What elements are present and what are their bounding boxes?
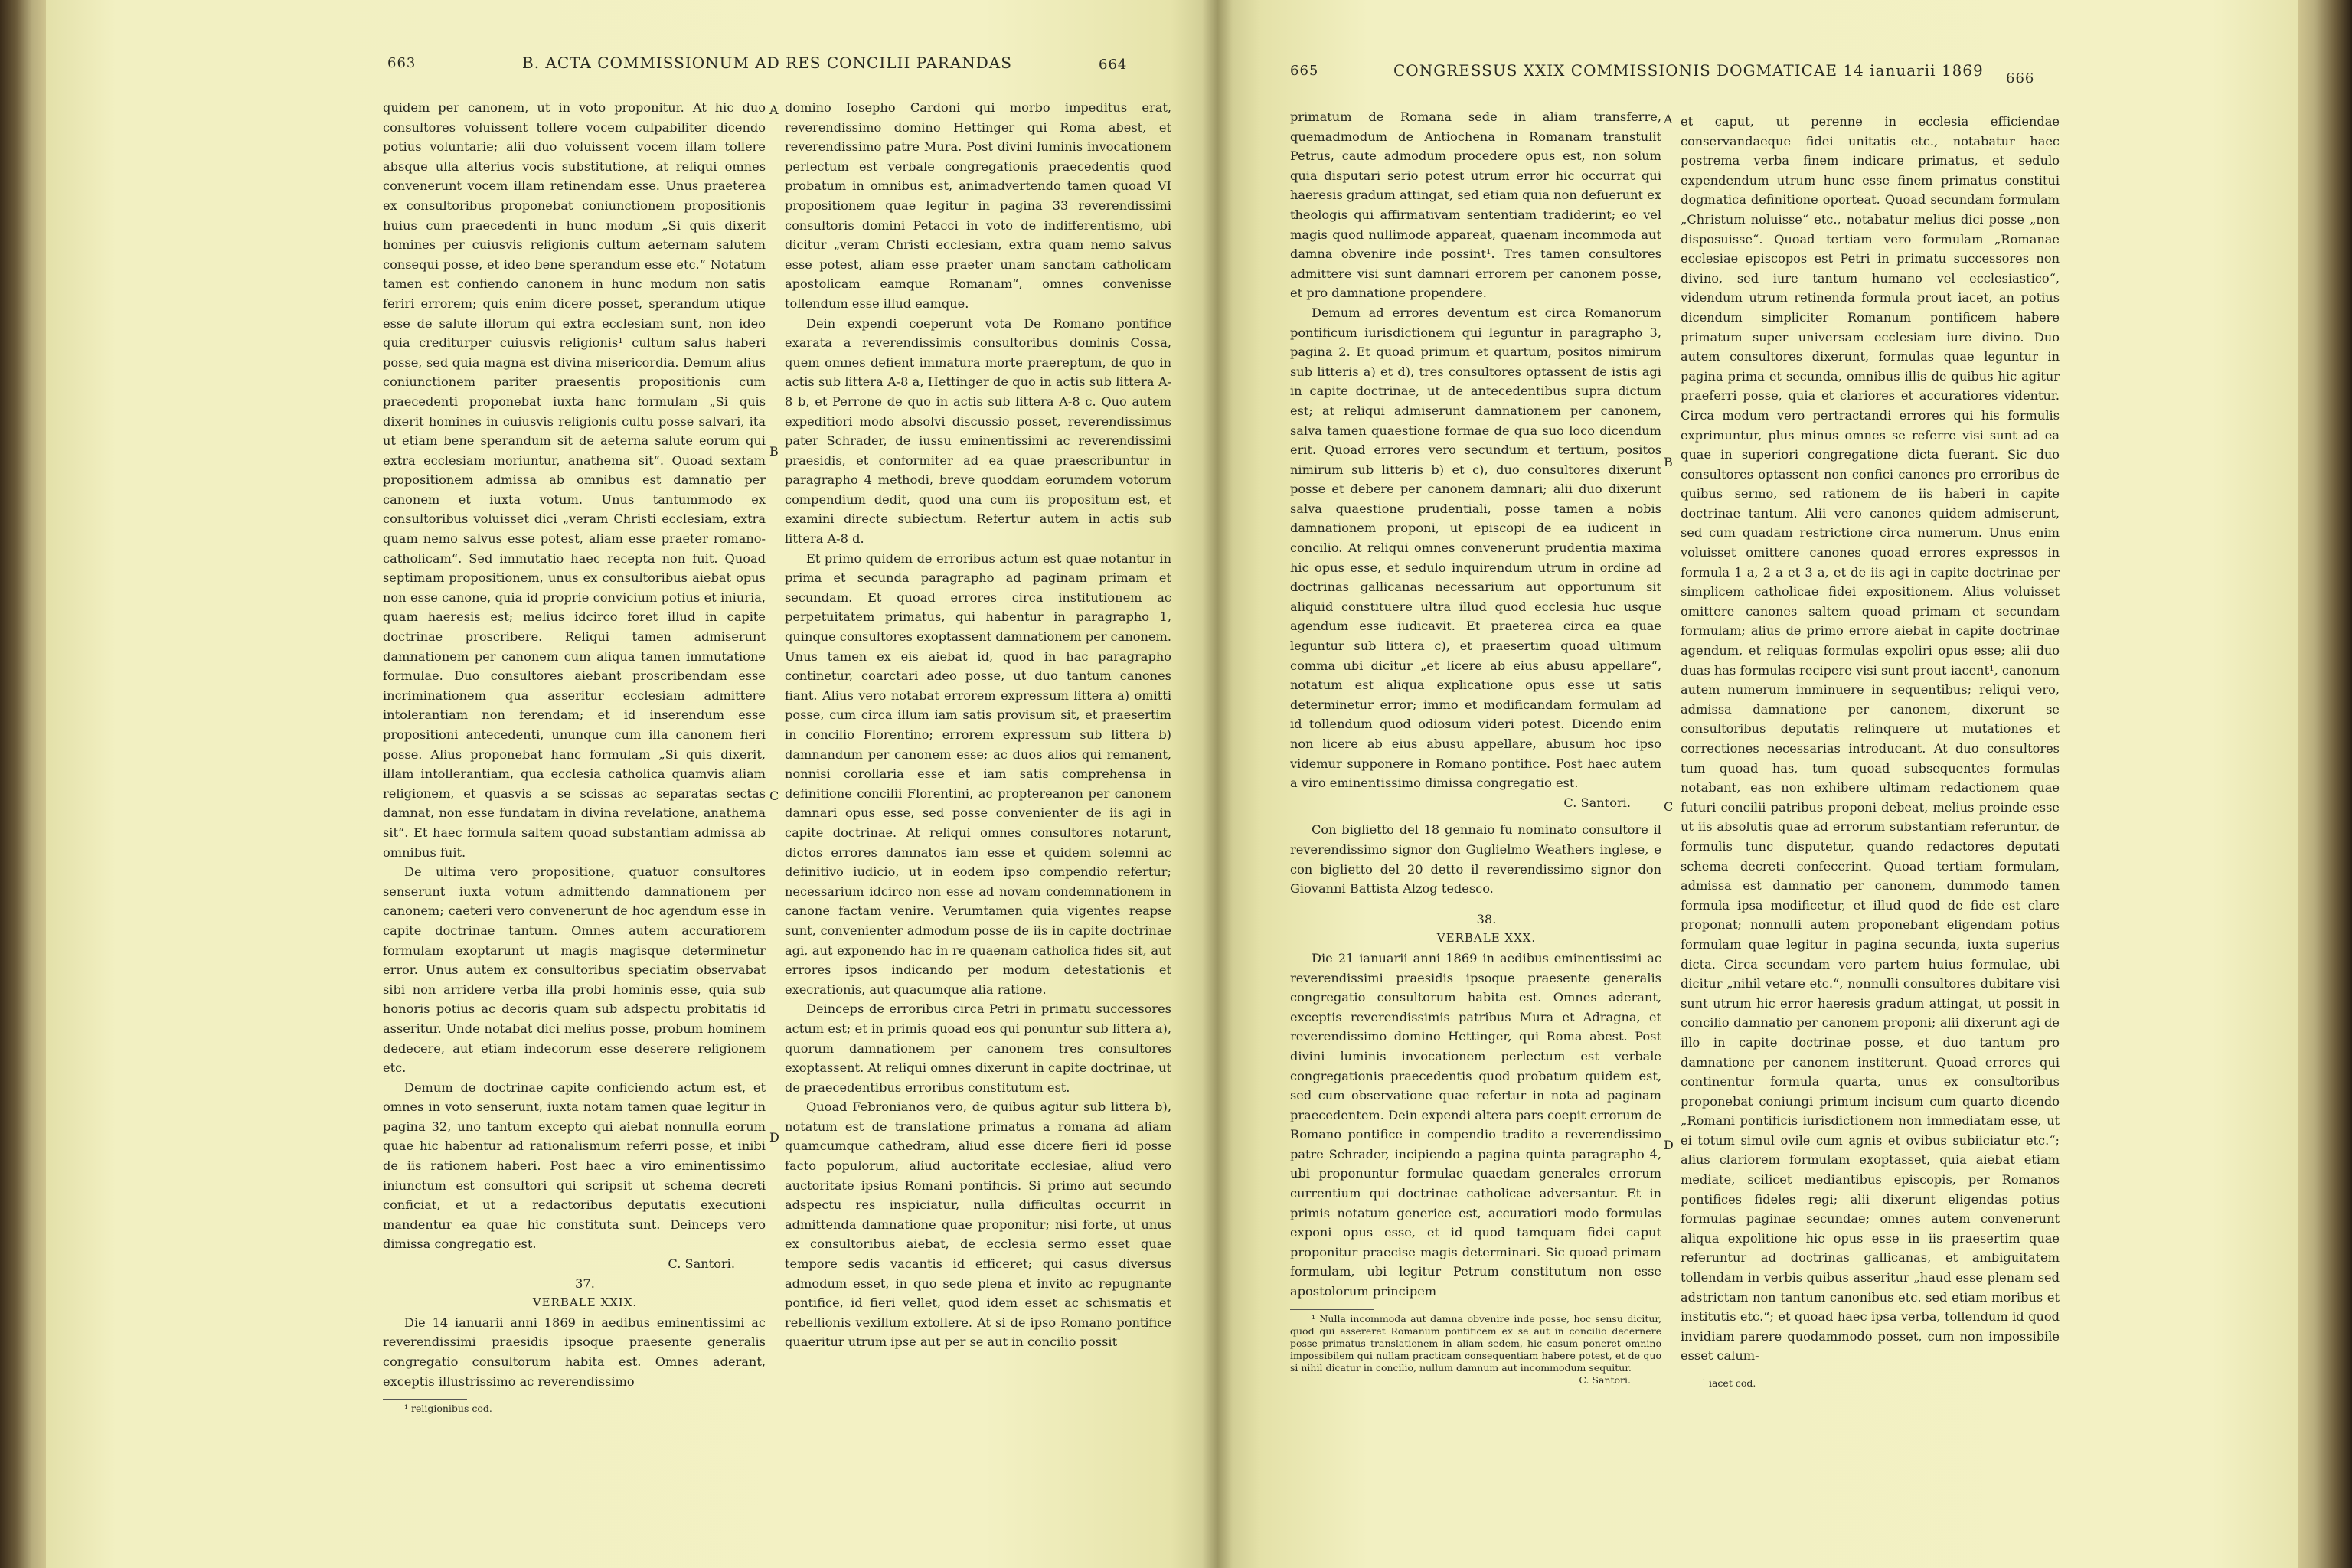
section-number: 37.	[575, 1276, 595, 1291]
margin-marker-d: D	[1664, 1138, 1674, 1152]
paragraph: Die 14 ianuarii anni 1869 in aedibus eminentissimi ac reverendissimi praesidis ipsoque praesente generalis congregatio consultorum habita est. Omnes aderant, exceptis illustrissimo ac reverendissimo	[383, 1315, 766, 1389]
running-head-left: B. ACTA COMMISSIONUM AD RES CONCILII PARANDAS	[522, 54, 1012, 72]
left-column-2	[785, 98, 1171, 1507]
footnote: ¹ iacet cod.	[1702, 1377, 1756, 1389]
section-title: VERBALE XXX.	[1436, 931, 1537, 946]
margin-marker-c: C	[769, 789, 779, 803]
left-column-1	[383, 98, 766, 1507]
footnote: ¹ religionibus cod.	[404, 1403, 492, 1415]
signature: C. Santori.	[668, 1256, 735, 1272]
paragraph: primatum de Romana sede in aliam transferre, quemadmodum de Antiochena in Romanam transtulit Petrus, caute admodum procedere opus est, non solum quia disputari serio potest utrum error hic occurrat qui haeresis gradum attingat, sed etiam quia non defuerunt ex theologis qui affirmativam sententiam tradiderint; eo vel magis quod nullimode appareat, quaenam incommoda aut damna obvenire inde possint¹. Tres tamen consultores admittere visi sunt damnari errorem per canonem posse, et pro damnatione propendere.	[1290, 109, 1661, 301]
margin-marker-c: C	[1664, 799, 1674, 814]
footnote-rule	[1290, 1309, 1374, 1310]
section-title: VERBALE XXIX.	[532, 1295, 638, 1310]
page-number-666: 666	[2006, 70, 2035, 87]
paragraph: Dein expendi coeperunt vota De Romano pontifice exarata a reverendissimis consultoribus dominis Cossa, quem omnes defient immatura morte praereptum, de quo in actis sub littera A-8 a, Hettinger de quo in actis sub littera A-8 b, et Perrone de quo in actis sub littera A-8 c. Quo autem expeditiori modo absolvi discussio posset, reverendissimus pater Schrader, de iussu eminentissimi ac reverendissimi praesidis, et conformiter ad ea quae praescribuntur in paragrapho 4 methodi, breve quoddam eorumdem votorum compendium dedit, quod una cum iis propositum est, et examini directe subiectum. Refertur autem in actis sub littera A-8 d.	[785, 315, 1171, 547]
margin-marker-d: D	[769, 1130, 779, 1145]
paragraph: Deinceps de erroribus circa Petri in primatu successores actum est; et in primis quoad eos qui ponuntur sub littera a), quorum damnationem per canonem tres consultores exoptassent. At reliqui omnes dixerunt in capite doctrinae, ut de praecedentibus erroribus constitutum est.	[785, 1001, 1171, 1095]
paragraph: Quoad Febronianos vero, de quibus agitur sub littera b), notatum est de translatione primatus a romana ad aliam quamcumque cathedram, aliud esse dicere fieri id posse facto populorum, aliud auctoritate ecclesiae, aliud vero auctoritate ipsius Romani pontificis. Si primo aut secundo adspectu res inspiciatur, nulla difficultas occurrit in admittenda damnatione quae proponitur; nisi forte, ut unus ex consultoribus aiebat, de ecclesia sermo esset quae tempore sedis vacantis id efficeret; qui casus diversus admodum esset, in quo sede plena et invito ac repugnante pontifice, id fieri vellet, quod idem esset ac schismatis et rebellionis vexillum extollere. At si de ipso Romano pontifice quaeritur utrum ipse aut per se aut in concilio possit	[785, 1099, 1171, 1350]
left-page-header	[46, 0, 1217, 73]
section-number: 38.	[1476, 911, 1497, 926]
margin-marker-b: B	[1664, 455, 1673, 469]
paragraph: Demum de doctrinae capite conficiendo actum est, et omnes in voto senserunt, iuxta notam tamen quae legitur in pagina 32, uno tantum excepto qui aiebat nonnulla eorum quae hic habentur ad rationalismum referri posse, et inibi de iis rationem haberi. Post haec a viro eminentissimo iniunctum est consultori qui scripsit ut schema decreti conficiat, et ut a redactoribus deputatis executioni mandentur ea quae hic constituta sunt. Deinceps vero dimissa congregatio est.	[383, 1080, 766, 1252]
right-page-stack	[2298, 0, 2352, 1568]
page-number-663: 663	[387, 55, 416, 71]
right-column-1	[1290, 107, 1661, 1485]
signature: C. Santori.	[1563, 795, 1631, 810]
page-number-665: 665	[1290, 63, 1319, 79]
right-column-2	[1681, 112, 2060, 1490]
paragraph: Demum ad errores deventum est circa Romanorum pontificum iurisdictionem qui leguntur in paragrapho 3, pagina 2. Et quoad primum et quartum, positos nimirum sub litteris a) et d), tres consultores optassent de istis agi in capite doctrinae, ut de antecedentibus supra dictum est; at reliqui admiserunt damnationem per canonem, salva tamen quaestione formae de qua suo loco dicendum erit. Quoad errores vero secundum et tertium, positos nimirum sub litteris b) et c), duo consultores dixerunt posse et debere per canonem damnari; alii duo dixerunt salva quaestione prudentiali, posse tamen a nobis damnationem proponi, ut episcopi de ea iudicent in concilio. At reliqui omnes convenerunt prudentia maxima hic opus esse, et sedulo inquirendum utrum in ordine ad doctrinas gallicanas necessarium aut opportunum sit aliquid constituere ultra illud quod ecclesia huc usque agendum esse iudicavit. Et praeterea circa ea quae leguntur sub littera c), et praesertim quoad ultimum comma ubi dicitur „et licere ab eius abusu appellare“, notatum est aliqua explicatione opus esse ut satis determinetur error; immo et modificandam formulam ad id tollendum quod odiosum videri potest. Dicendo enim non licere ab eius abusu appellare, abusum hoc ipso videmur supponere in Romano pontifice. Post haec autem a viro eminentissimo dimissa congregatio est.	[1290, 305, 1661, 791]
right-page-header	[1217, 0, 2298, 87]
footnote-signature: C. Santori.	[1579, 1374, 1631, 1386]
paragraph: domino Iosepho Cardoni qui morbo impeditus erat, reverendissimo domino Hettinger qui Roma abest, et reverendissimo patre Mura. Post divini luminis invocationem perlectum est verbale congregationis praecedentis quod probatum in omnibus est, animadvertendo tamen quoad VI propositionem quae legitur in pagina 33 reverendissimi consultoris domini Petacci in voto de indifferentismo, ubi dicitur „veram Christi ecclesiam, extra quam nemo salvus esse potest, aliam esse praeter unam sanctam catholicam apostolicam eamque Romanam“, omnes convenisse tollendum esse illud eamque.	[785, 100, 1171, 311]
footnote-rule	[383, 1399, 467, 1400]
paragraph: quidem per canonem, ut in voto proponitur. At hic duo consultores voluissent tollere vocem culpabiliter dicendo potius voluntarie; alii duo voluissent vocem illam tollere absque ulla alterius vocis substitutione, at reliqui omnes convenerunt vocem illam retinendam esse. Unus praeterea ex consultoribus proponebat coniunctionem propositionis huius cum praecedenti in hunc modum „Si quis dixerit homines per cuiusvis religionis cultum aeternam salutem consequi posse, et ideo bene sperandum esse etc.“ Notatum tamen est confiendo canonem in hunc modum non satis feriri errorem; quis enim dicere posset, sperandum utique esse de salute illorum qui extra ecclesiam sunt, non ideo quia crediturper cuiusvis religionis¹ cultum salus haberi posse, sed quia magna est divina misericordia. Demum alius coniunctionem pariter praesentis propositionis cum praecedenti proponebat iuxta hanc formulam „Si quis dixerit homines in cuiusvis religionis cultu posse salvari, ita ut etiam bene sperandum sit de aeterna salute eorum qui extra ecclesiam moriuntur, anathema sit“. Quoad sextam propositionem admissa ab omnibus est damnatio per canonem et iuxta votum. Unus tantummodo ex consultoribus voluisset dici „veram Christi ecclesiam, extra quam nemo salvus esse potest, aliam esse praeter romano-catholicam“. Sed immutatio haec recepta non fuit. Quoad septimam propositionem, unus ex consultoribus aiebat opus non esse canone, quia id proprie convicium potius et iniuria, quam haeresis est; melius idcirco foret illud in capite doctrinae proscribere. Reliqui tamen admiserunt damnationem per canonem cum aliqua tamen immutatione formulae. Duo consultores aiebant proscribendam esse incriminationem qua asseritur ecclesiam admittere intolerantiam non ferendam; et id inserendum esse propositioni antecedenti, ununque cum illa canonem fieri posse. Alius proponebat hanc formulam „Si quis dixerit, illam intollerantiam, qua ecclesia catholica quamvis aliam religionem, et quasvis a se scissas ac separatas sectas damnat, non esse fundatam in divina revelatione, anathema sit“. Et haec formula saltem quoad substantiam admissa ab omnibus fuit.	[383, 100, 766, 860]
margin-marker-a: A	[769, 103, 779, 117]
paragraph: Et primo quidem de erroribus actum est quae notantur in prima et secunda paragrapho ad paginam primam et secundam. Et quoad errores circa institutionem ac perpetuitatem primatus, qui habentur in paragrapho 1, quinque consultores exoptassent damnationem per canonem. Unus tamen ex eis aiebat id, quod in hac paragrapho continetur, coarctari adeo posse, ut duo tantum canones fiant. Alius vero notabat errorem expressum littera a) omitti posse, cum circa illum iam satis provisum sit, et praesertim in concilio Florentino; errorem expressum sub littera b) damnandum per canonem esse; ac duos alios qui remanent, nonnisi corollaria esse et iam satis comprehensa in definitione concilii Florentini, ac proptereanon per canonem damnari opus esse, sed posse convenienter de iis agi in capite doctrinae. At reliqui omnes consultores notarunt, dictos errores damnatos iam esse et quidem solemni ac definitivo iudicio, ut in eodem ipso compendio refertur; necessarium idcirco non esse ad novam condemnationem in canone factam venire. Verumtamen quia vigentes reapse sunt, convenienter admodum posse de iis in capite doctrinae agi, aut exponendo hac in re quaenam catholica fides sit, aut errores ipsos indicando per modum detestationis et execrationis, aut quacumque alia ratione.	[785, 550, 1171, 997]
left-page	[46, 0, 1217, 1568]
running-head-right: CONGRESSUS XXIX COMMISSIONIS DOGMATICAE 14 ianuarii 1869	[1393, 61, 1984, 80]
right-page	[1217, 0, 2298, 1568]
margin-marker-b: B	[769, 444, 779, 459]
paragraph: De ultima vero propositione, quatuor consultores senserunt iuxta votum admittendo damnationem per canonem; caeteri vero convenerunt de hoc agendum esse in capite doctrinae tantum. Omnes autem accuratiorem formulam exoptarunt ut magis magisque determinetur error. Unus autem ex consultoribus speciatim observabat sibi non arridere verba illa probi hominis esse, quia sub honoris potius ac decoris quam sub adspectu probitatis id asseritur. Unde notabat dici melius posse, probum hominem dedecere, aut etiam indecorum esse deserere religionem etc.	[383, 864, 766, 1076]
page-number-664: 664	[1099, 57, 1128, 73]
book-gutter	[1202, 0, 1233, 1568]
margin-marker-a: A	[1664, 112, 1673, 126]
paragraph: et caput, ut perenne in ecclesia efficiendae conservandaeque fidei unitatis etc., notabatur haec postrema verba finem indicare primatus, et sedulo expendendum utrum hunc esse finem primatus constitui dogmatica definitione oporteat. Quoad secundam formulam „Christum noluisse“ etc., notabatur melius dici posse „non disposuisse“. Quoad tertiam vero formulam „Romanae ecclesiae episcopos est Petri in primatu successores non divino, sed iure tantum humano vel ecclesiastico“, videndum utrum retinenda formula prout iacet, an potius dicendum simpliciter Romanum pontificem habere primatum super universam ecclesiam iure divino. Duo autem consultores dixerunt, formulas quae leguntur in pagina prima et secunda, omnibus illis de quibus hic agitur praeferri posse, quia et clariores et accuratiores videntur. Circa modum vero pertractandi errores qui his formulis exprimuntur, plus minus omnes se referre visi sunt ad ea quae in superiori congregatione dicta fuerant. Sic duo consultores optassent non confici canones pro erroribus de quibus sermo, sed rationem de iis haberi in capite doctrinae tantum. Alii vero canones quidem admiserunt, sed cum quadam restrictione circa numerum. Unus enim voluisset omittere canones quoad errores expressos in formula 1 a, 2 a et 3 a, et de iis agi in capite doctrinae per simplicem catholicae fidei expositionem. Alius voluisset omittere canones saltem quoad primam et secundam formulam; alius de primo errore aiebat in capite doctrinae agendum, et reliquas formulas expoliri opus esse; alii duo duas has formulas recipere visi sunt prout iacent¹, canonum autem numerum imminuere in sequentibus; reliqui vero, admissa damnatione per canonem, dixerunt se consultoribus deputatis relinquere ut mutationes et correctiones necessarias introducant. At duo consultores tum quoad has, tum quoad subsequentes formulas notabant, eas non exhibere ultimam redactionem quae futuri concilii patribus proponi debeat, melius proinde esse ut iis absolutis quae ad errorum substantiam referuntur, de formulis tunc disputetur, quando redactores deputati schema decreti confecerint. Quoad tertiam formulam, admissa est damnatio per canonem, dummodo tamen formula ipsa modificetur, et illud quod de fide est clare proponat; nonnulli autem proponebant eligendam potius formulam quae legitur in pagina secunda, iuxta superius dicta. Circa secundam vero partem huius formulae, ubi dicitur „nihil vetare etc.“, nonnulli consultores dubitare visi sunt utrum hic error haeresis gradum attingat, ut possit in concilio damnatio per canonem proponi; alii dixerunt agi de illo in capite doctrinae posse, et duo tantum pro damnatione per canonem institerunt. Quoad errores qui continentur formula quarta, unus ex consultoribus proponebat coniungi primum incisum cum quarto dicendo „Romani pontificis iurisdictionem non immediatam esse, ut ei totum simul ovile cum agnis et ovibus subiiciatur etc.“; alius clariorem formulam exoptasset, quia aiebat etiam mediate, scilicet mediantibus episcopis, per Romanos pontifices fideles regi; alii dixerunt eligendas potius formulas paginae secundae; omnes autem convenerunt aliqua expolitione hic opus esse in iis praesertim quae referuntur ad doctrinas gallicanas, et ambiguitatem tollendam in verbis quibus asseritur „haud esse plenam sed adstrictam non tantum canonibus etc. sed etiam moribus et institutis etc.“; et quoad haec ipsa verba, tollendum id quod invidiam parere quodammodo posset, cum non impossibile esset calum-	[1681, 114, 2060, 1364]
paragraph: Con biglietto del 18 gennaio fu nominato consultore il reverendissimo signor don Guglielmo Weathers inglese, e con biglietto del 20 detto il reverendissimo signor don Giovanni Battista Alzog tedesco.	[1290, 822, 1661, 897]
left-page-stack	[0, 0, 46, 1568]
footnote: ¹ Nulla incommoda aut damna obvenire inde posse, hoc sensu dicitur, quod qui assereret Romanum pontificem ex se aut in concilio decernere posse primatus translationem in aliam sedem, hic casum poneret omnino impossibilem qui nullam practicam consequentiam habere potest, et de quo si nihil dicatur in concilio, nullum damnum aut incommodum sequitur.	[1290, 1312, 1661, 1374]
paragraph: Die 21 ianuarii anni 1869 in aedibus eminentissimi ac reverendissimi praesidis ipsoque praesente generalis congregatio consultorum habita est. Omnes aderant, exceptis reverendissimis patribus Mura et Adragna, et reverendissimo domino Hettinger, qui Roma abest. Post divini luminis invocationem perlectum est verbale congregationis praecedentis quod probatum quidem est, sed cum observatione quae refertur in nota ad paginam praecedentem. Dein expendi altera pars coepit errorum de Romano pontifice in compendio tradito a reverendissimo patre Schrader, incipiendo a pagina quinta paragrapho 4, ubi proponuntur formulae quaedam generales errorum currentium qui doctrinae catholicae adversantur. Et in primis notatum generice est, accuratiori modo formulas exponi opus esse, et id quod tamquam fidei caput proponitur praecise magis determinari. Sic quoad primam formulam, ubi legitur Petrum constitutum non esse apostolorum principem	[1290, 950, 1661, 1299]
